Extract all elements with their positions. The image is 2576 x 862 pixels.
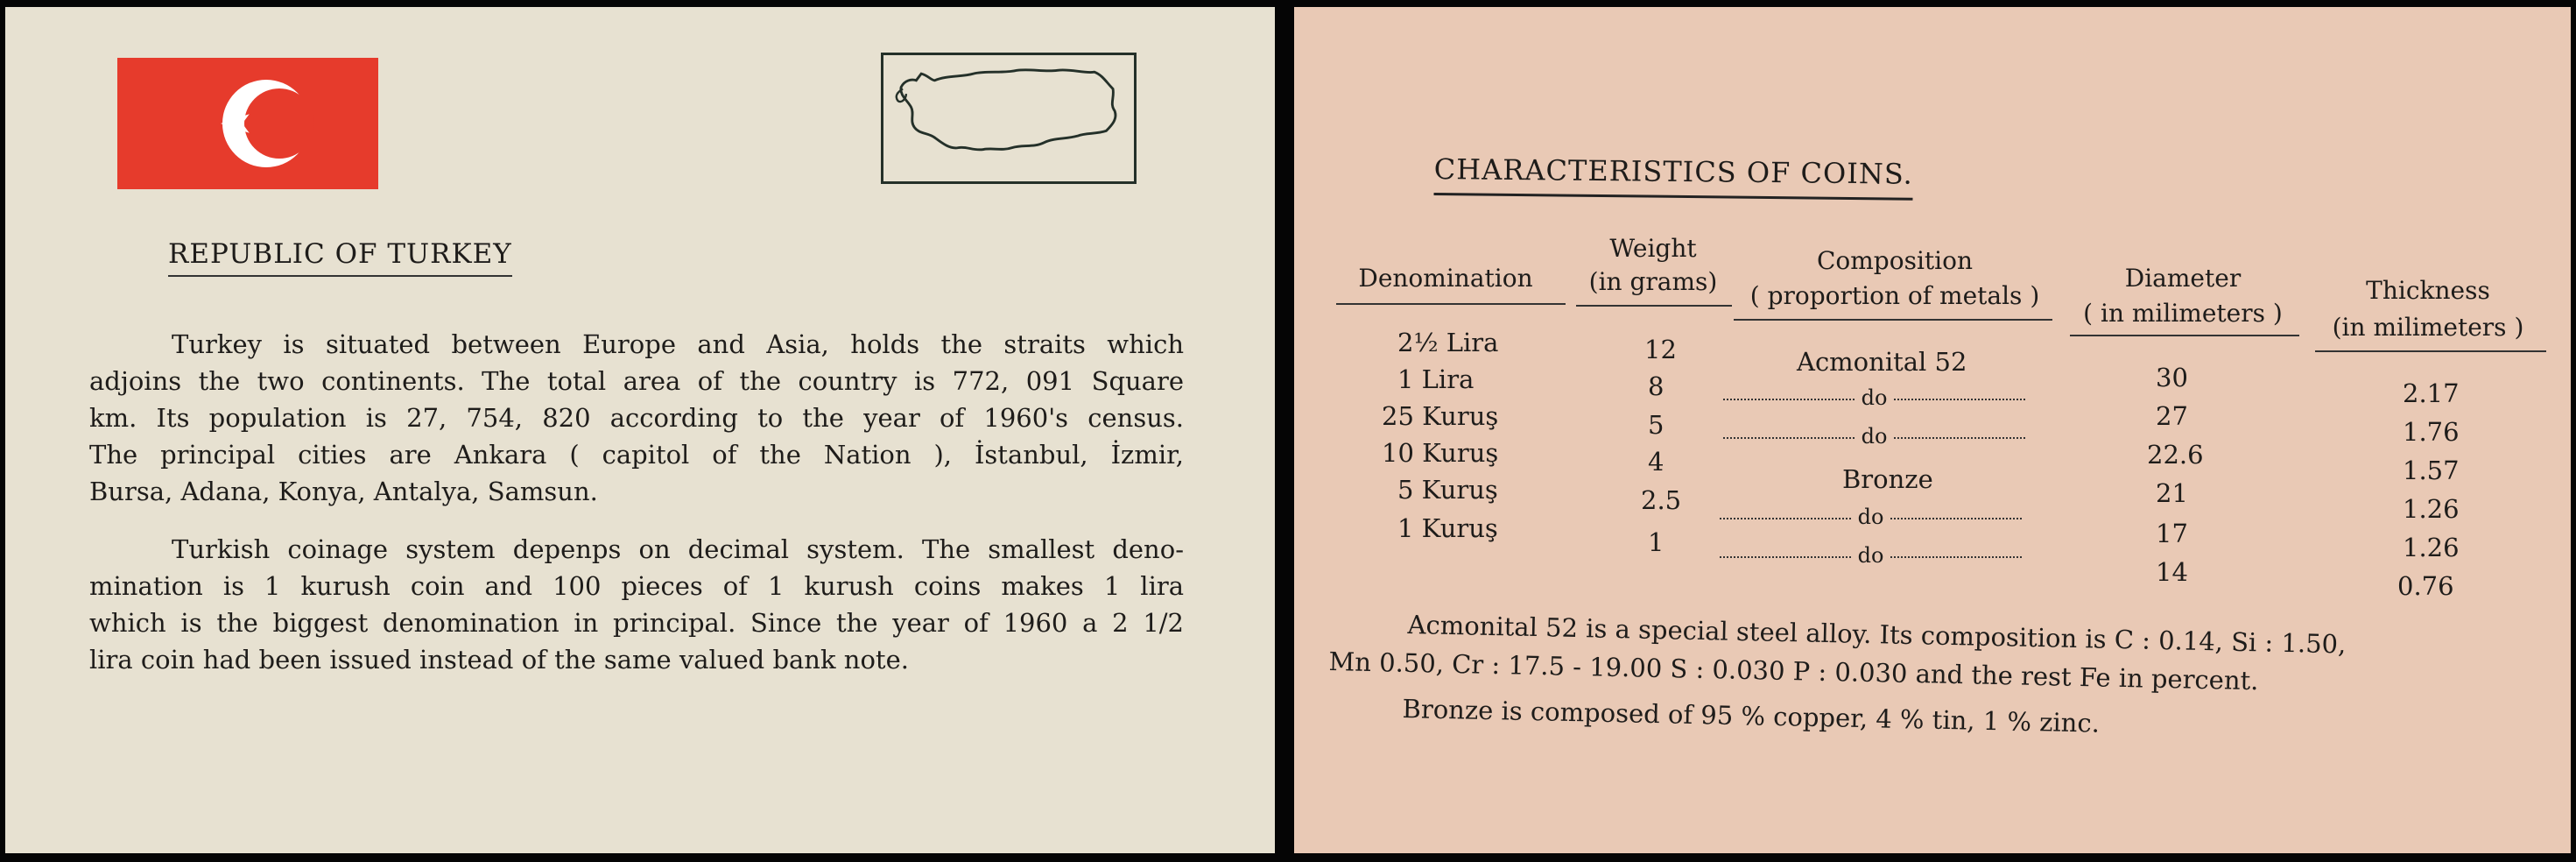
denomination-cell: 1 Lira	[1397, 364, 1475, 394]
paragraph-line: km. Its population is 27, 754, 820 according to the year of 1960's census.	[89, 403, 1184, 433]
header-diameter-line1: Diameter	[2124, 264, 2242, 293]
right-card	[1294, 7, 2571, 853]
weight-cell: 2.5	[1641, 485, 1682, 515]
acmonital-note-line: Mn 0.50, Cr : 17.5 - 19.00 S : 0.030 P : 0.030 and the rest Fe in percent.	[1328, 646, 2259, 696]
turkey-map-icon	[881, 53, 1137, 184]
weight-cell: 5	[1648, 410, 1665, 440]
flag-emblem-icon	[117, 58, 378, 189]
turkey-description-paragraph	[89, 326, 1184, 510]
header-thickness-line1: Thickness	[2366, 276, 2490, 305]
denomination-cell: 25 Kuruş	[1382, 401, 1499, 431]
header-weight-line1: Weight	[1609, 234, 1697, 263]
paragraph-line: which is the biggest denomination in principal. Since the year of 1960 a 2 1/2	[89, 608, 1184, 638]
diameter-cell: 17	[2156, 519, 2188, 548]
header-underline	[2070, 335, 2299, 336]
weight-cell: 4	[1648, 447, 1665, 477]
thickness-cell: 1.26	[2403, 494, 2460, 524]
header-composition-line2: ( proportion of metals )	[1749, 281, 2040, 310]
bronze-note-line: Bronze is composed of 95 % copper, 4 % tin, 1 % zinc.	[1402, 694, 2101, 738]
weight-cell: 8	[1648, 371, 1665, 401]
paragraph-line: Turkey is situated between Europe and Asia, holds the straits which	[172, 329, 1184, 359]
paragraph-line: Turkish coinage system depenps on decimal system. The smallest deno-	[172, 534, 1184, 564]
acmonital-note-line: Acmonital 52 is a special steel alloy. Its composition is C : 0.14, Si : 1.50,	[1407, 610, 2347, 660]
diameter-cell: 14	[2156, 557, 2188, 587]
diameter-cell: 30	[2156, 363, 2188, 392]
paragraph-line: lira coin had been issued instead of the same valued bank note.	[89, 645, 909, 675]
header-underline	[1576, 305, 1732, 307]
composition-ditto-cell: do	[1723, 385, 2025, 410]
composition-cell: Acmonital 52	[1797, 347, 1967, 377]
paragraph-line: Bursa, Adana, Konya, Antalya, Samsun.	[89, 477, 598, 506]
coinage-description-paragraph	[89, 531, 1184, 678]
header-thickness-line2: (in milimeters )	[2332, 313, 2524, 342]
header-weight-line2: (in grams)	[1588, 267, 1718, 296]
denomination-cell: 10 Kuruş	[1382, 438, 1499, 468]
right-card-title: CHARACTERISTICS OF COINS.	[1433, 152, 1913, 201]
header-underline	[2315, 350, 2546, 352]
composition-ditto-cell: do	[1720, 505, 2022, 529]
denomination-cell: 5 Kuruş	[1397, 475, 1498, 505]
paragraph-line: The principal cities are Ankara ( capitol of the Nation ), İstanbul, İzmir,	[89, 440, 1184, 470]
paragraph-line: adjoins the two continents. The total area of the country is 772, 091 Square	[89, 366, 1184, 396]
denomination-cell: 2½ Lira	[1397, 328, 1499, 357]
header-underline	[1336, 303, 1566, 305]
denomination-cell: 1 Kuruş	[1397, 513, 1498, 543]
thickness-cell: 1.76	[2403, 417, 2460, 447]
header-composition-line1: Composition	[1816, 246, 1974, 275]
thickness-cell: 1.57	[2403, 456, 2460, 485]
thickness-cell: 2.17	[2403, 378, 2460, 408]
diameter-cell: 27	[2156, 401, 2188, 431]
diameter-cell: 21	[2156, 478, 2188, 508]
composition-ditto-cell: do	[1723, 424, 2025, 449]
thickness-cell: 1.26	[2403, 533, 2460, 562]
weight-cell: 1	[1648, 527, 1665, 557]
header-diameter-line2: ( in milimeters )	[2083, 299, 2283, 328]
composition-cell: Bronze	[1842, 464, 1933, 494]
thickness-cell: 0.76	[2397, 571, 2454, 601]
turkish-flag	[117, 58, 378, 189]
left-card-title: REPUBLIC OF TURKEY	[168, 238, 512, 277]
header-denomination: Denomination	[1358, 264, 1533, 293]
header-underline	[1734, 319, 2052, 321]
left-card	[5, 7, 1275, 853]
composition-ditto-cell: do	[1720, 543, 2022, 568]
weight-cell: 12	[1644, 335, 1677, 364]
diameter-cell: 22.6	[2147, 440, 2204, 470]
paragraph-line: mination is 1 kurush coin and 100 pieces of 1 kurush coins makes 1 lira	[89, 571, 1184, 601]
